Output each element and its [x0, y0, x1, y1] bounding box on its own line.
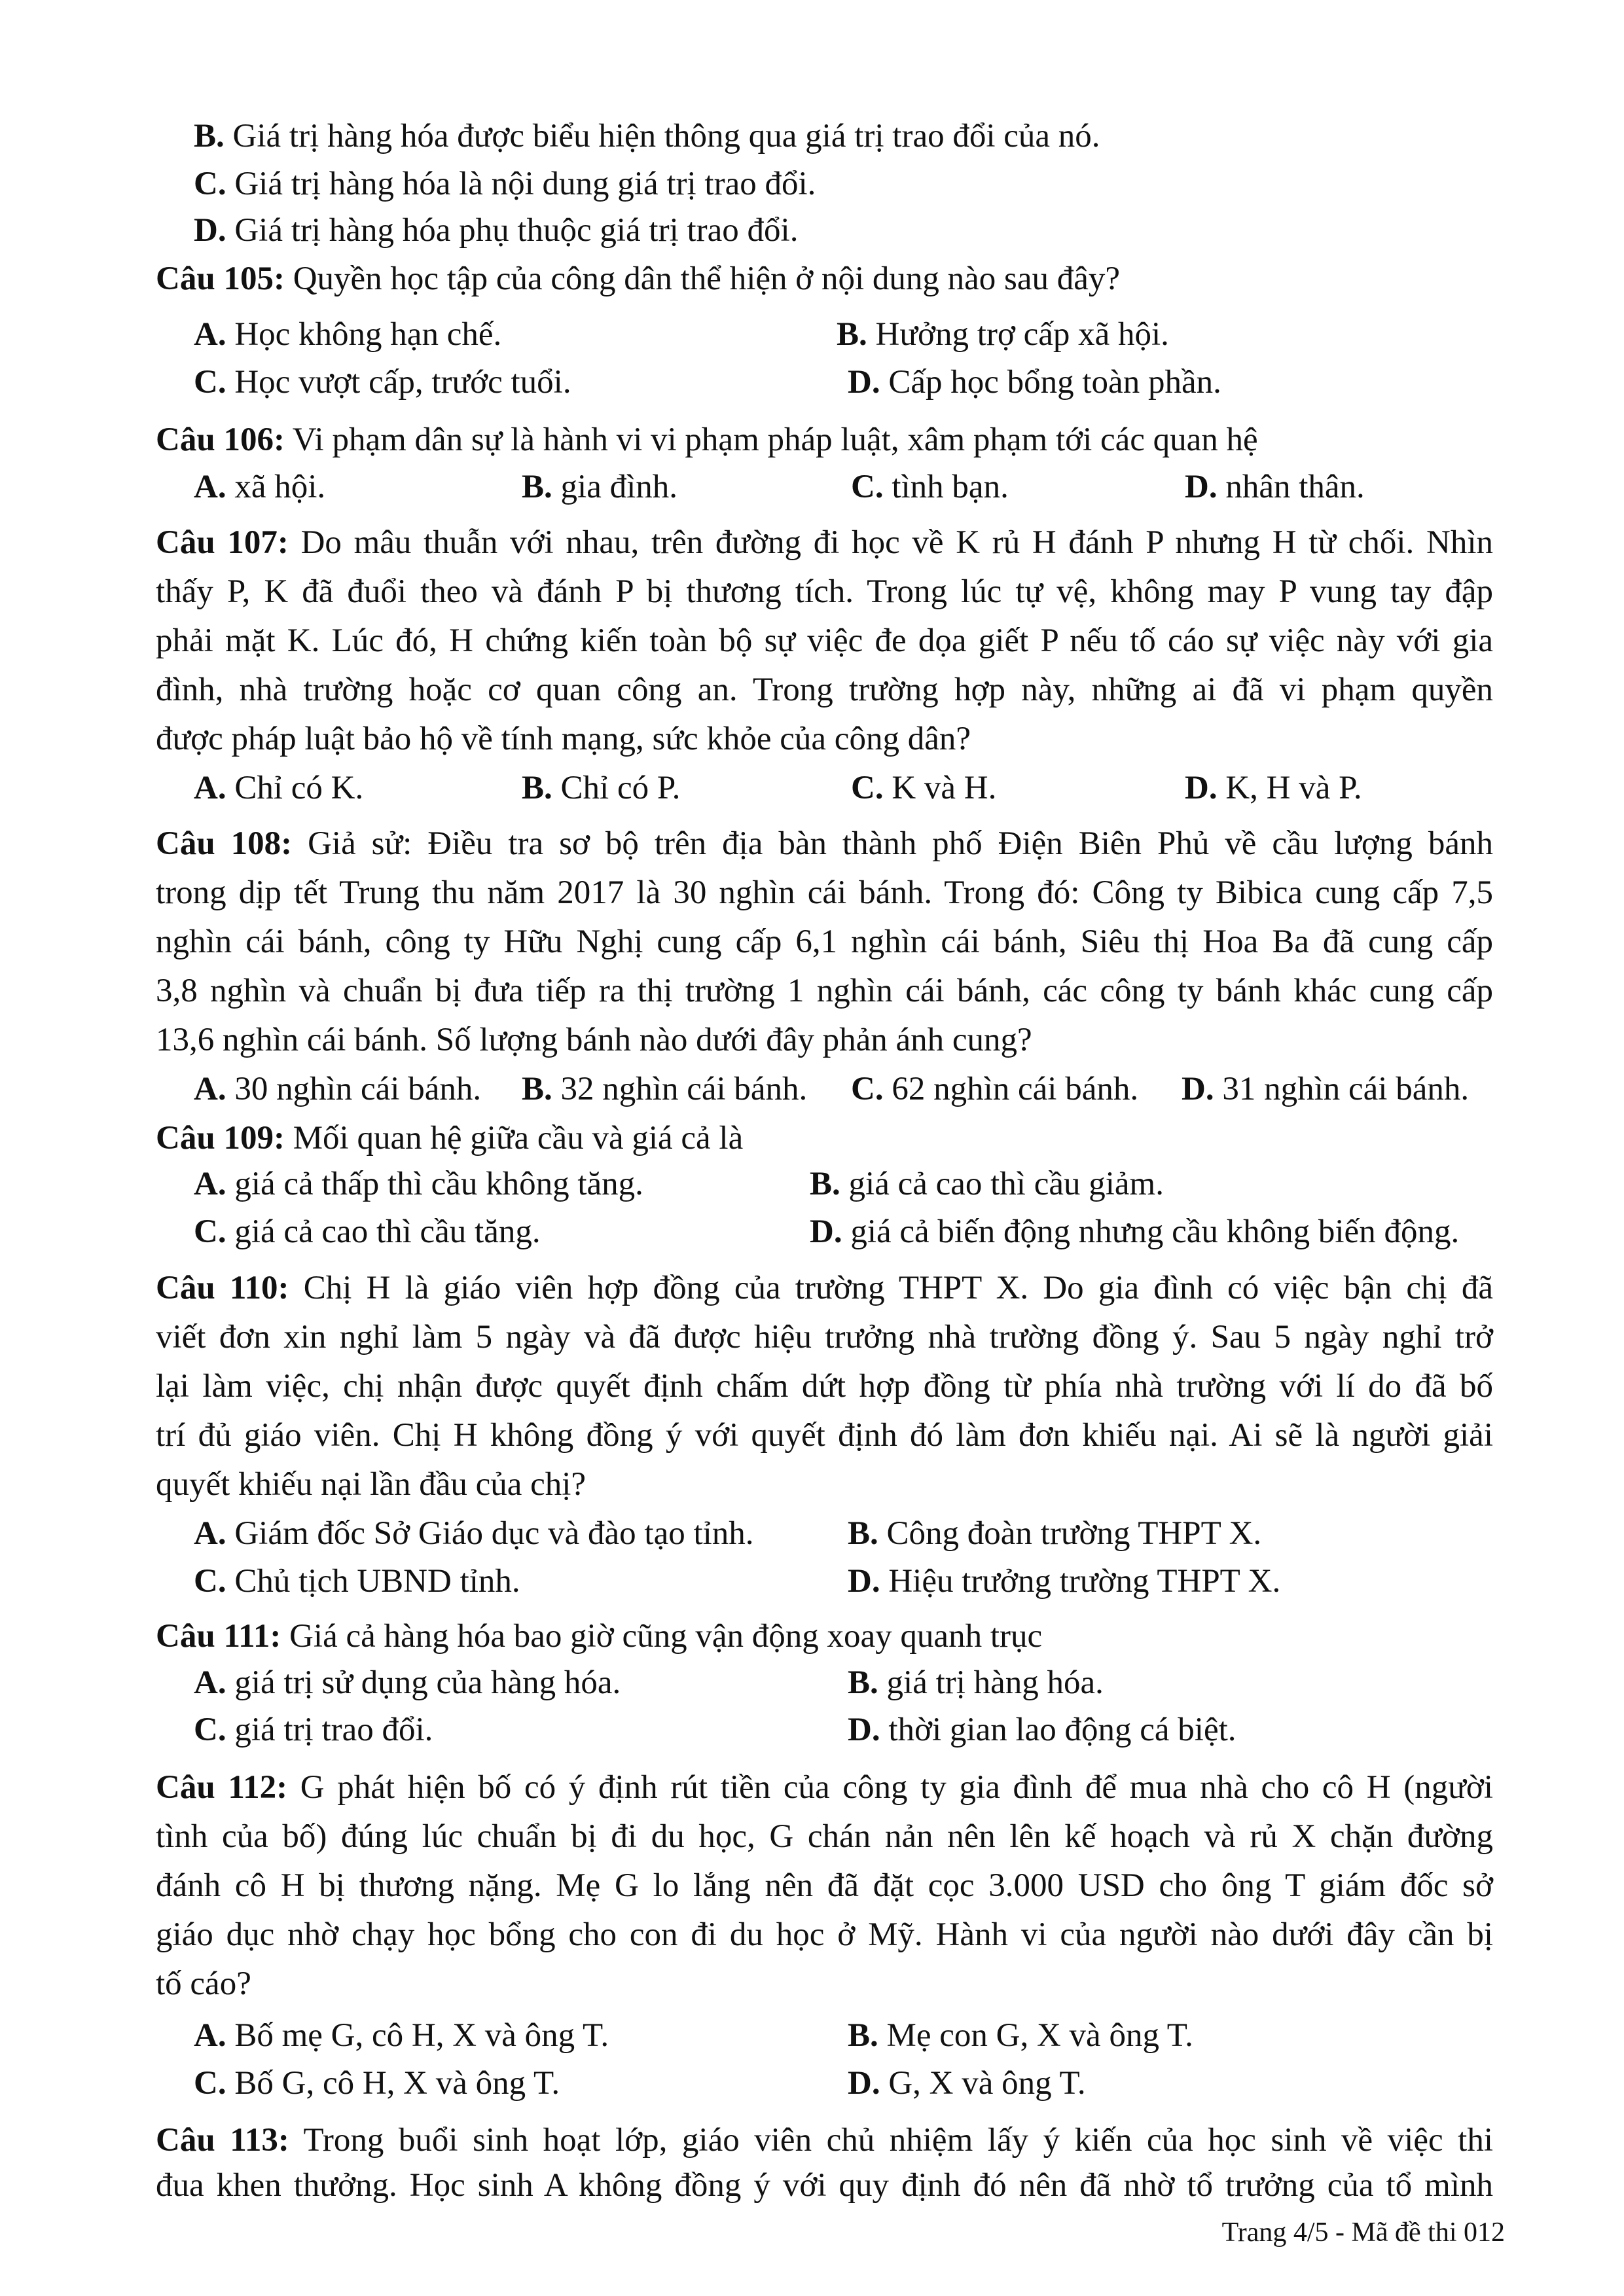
question-label: Câu 113: — [156, 2122, 289, 2159]
option-B: B. giá trị hàng hóa. — [848, 1664, 1104, 1701]
option-A: A. xã hội. — [194, 469, 326, 505]
option-C: C. tình bạn. — [851, 469, 1009, 505]
option-A: A. giá trị sử dụng của hàng hóa. — [194, 1664, 621, 1701]
option-A: A. Chỉ có K. — [194, 770, 364, 806]
question-112-line: giáo dục nhờ chạy học bổng cho con đi du học ở Mỹ. Hành vi của người nào dưới đây cần bị — [156, 1916, 1493, 1953]
question-label: Câu 106: — [156, 422, 285, 458]
question-110-line: viết đơn xin nghỉ làm 5 ngày và đã được hiệu trưởng nhà trường đồng ý. Sau 5 ngày nghỉ trở — [156, 1319, 1493, 1355]
option-C: C. Học vượt cấp, trước tuổi. — [194, 364, 571, 401]
question-label: Câu 110: — [156, 1270, 289, 1306]
question-107-line: phải mặt K. Lúc đó, H chứng kiến toàn bộ sự việc đe dọa giết P nếu tố cáo sự việc này với gia — [156, 622, 1493, 659]
question-110-line: lại làm việc, chị nhận được quyết định chấm dứt hợp đồng từ phía nhà trường với lí do đã bố — [156, 1368, 1493, 1405]
option-D: D. Cấp học bổng toàn phần. — [848, 364, 1221, 401]
option-A: A. giá cả thấp thì cầu không tăng. — [194, 1166, 643, 1202]
option-D: D. thời gian lao động cá biệt. — [848, 1712, 1236, 1748]
option-D: D. 31 nghìn cái bánh. — [1182, 1071, 1470, 1107]
question-113: Câu 113: Trong buổi sinh hoạt lớp, giáo viên chủ nhiệm lấy ý kiến của học sinh về việc thi — [156, 2122, 1493, 2159]
question-label: Câu 107: — [156, 524, 289, 561]
question-112: Câu 112: G phát hiện bố có ý định rút tiền của công ty gia đình để mua nhà cho cô H (người — [156, 1769, 1494, 1806]
option-B: B. Chỉ có P. — [522, 770, 681, 806]
question-108-line: nghìn cái bánh, công ty Hữu Nghị cung cấp 6,1 nghìn cái bánh, Siêu thị Hoa Ba đã cung cấp — [156, 924, 1493, 960]
option-D: D. Hiệu trưởng trường THPT X. — [848, 1563, 1281, 1600]
question-107-line: được pháp luật bảo hộ về tính mạng, sức khỏe của công dân? — [156, 721, 971, 757]
question-108-line: 13,6 nghìn cái bánh. Số lượng bánh nào dưới đây phản ánh cung? — [156, 1022, 1032, 1058]
option-C: C. 62 nghìn cái bánh. — [851, 1071, 1139, 1107]
question-108-line: trong dịp tết Trung thu năm 2017 là 30 nghìn cái bánh. Trong đó: Công ty Bibica cung cấp 7,5 — [156, 874, 1493, 911]
option-C: C. Bố G, cô H, X và ông T. — [194, 2065, 560, 2102]
question-label: Câu 112: — [156, 1769, 288, 1806]
page-footer: Trang 4/5 - Mã đề thi 012 — [1221, 2217, 1505, 2248]
option-A: A. 30 nghìn cái bánh. — [194, 1071, 482, 1107]
option-C: C. giá trị trao đổi. — [194, 1712, 433, 1748]
option-B: B. Hưởng trợ cấp xã hội. — [837, 316, 1169, 353]
option-B: B. Công đoàn trường THPT X. — [848, 1515, 1262, 1552]
question-label: Câu 111: — [156, 1618, 281, 1655]
question-113-line: đua khen thưởng. Học sinh A không đồng ý với quy định đó nên đã nhờ tổ trưởng của tổ mình — [156, 2167, 1493, 2204]
question-105: Câu 105: Quyền học tập của công dân thể hiện ở nội dung nào sau đây? — [156, 260, 1121, 297]
question-107-line: thấy P, K đã đuổi theo và đánh P bị thương tích. Trong lúc tự vệ, không may P vung tay đập — [156, 573, 1493, 610]
option-B: B. giá cả cao thì cầu giảm. — [810, 1166, 1164, 1202]
question-110: Câu 110: Chị H là giáo viên hợp đồng của trường THPT X. Do gia đình có việc bận chị đã — [156, 1270, 1494, 1306]
question-106: Câu 106: Vi phạm dân sự là hành vi vi phạm pháp luật, xâm phạm tới các quan hệ — [156, 422, 1258, 458]
option-A: A. Giám đốc Sở Giáo dục và đào tạo tỉnh. — [194, 1515, 754, 1552]
option-C: C. Giá trị hàng hóa là nội dung giá trị trao đổi. — [194, 166, 816, 202]
question-112-line: tình của bố) đúng lúc chuẩn bị đi du học, G chán nản nên lên kế hoạch và rủ X chặn đường — [156, 1818, 1493, 1855]
question-107-line: đình, nhà trường hoặc cơ quan công an. Trong trường hợp này, những ai đã vi phạm quyền — [156, 672, 1493, 708]
question-108-line: 3,8 nghìn và chuẩn bị đưa tiếp ra thị trường 1 nghìn cái bánh, các công ty bánh khác cung cấp — [156, 973, 1493, 1009]
option-C: C. giá cả cao thì cầu tăng. — [194, 1213, 541, 1250]
option-B: B. gia đình. — [522, 469, 678, 505]
option-C: C. K và H. — [851, 770, 997, 806]
option-D: D. K, H và P. — [1185, 770, 1362, 806]
question-109: Câu 109: Mối quan hệ giữa cầu và giá cả là — [156, 1120, 744, 1157]
option-A: A. Bố mẹ G, cô H, X và ông T. — [194, 2017, 609, 2054]
option-D: D. nhân thân. — [1185, 469, 1365, 505]
option-C: C. Chủ tịch UBND tỉnh. — [194, 1563, 520, 1600]
question-label: Câu 109: — [156, 1120, 285, 1157]
option-A: A. Học không hạn chế. — [194, 316, 502, 353]
question-110-line: trí đủ giáo viên. Chị H không đồng ý với quyết định đó làm đơn khiếu nại. Ai sẽ là người giải — [156, 1417, 1493, 1454]
question-label: Câu 108: — [156, 825, 293, 862]
question-108: Câu 108: Giả sử: Điều tra sơ bộ trên địa bàn thành phố Điện Biên Phủ về cầu lượng bánh — [156, 825, 1493, 862]
option-B: B. Giá trị hàng hóa được biểu hiện thông qua giá trị trao đổi của nó. — [194, 118, 1100, 154]
option-D: D. giá cả biến động nhưng cầu không biến động. — [810, 1213, 1460, 1250]
question-110-line: quyết khiếu nại lần đầu của chị? — [156, 1466, 586, 1503]
question-111: Câu 111: Giá cả hàng hóa bao giờ cũng vận động xoay quanh trục — [156, 1618, 1043, 1655]
question-112-line: đánh cô H bị thương nặng. Mẹ G lo lắng nên đã đặt cọc 3.000 USD cho ông T giám đốc sở — [156, 1867, 1493, 1904]
option-B: B. 32 nghìn cái bánh. — [522, 1071, 808, 1107]
option-B: B. Mẹ con G, X và ông T. — [848, 2017, 1193, 2054]
option-D: D. Giá trị hàng hóa phụ thuộc giá trị trao đổi. — [194, 212, 799, 249]
question-112-line: tố cáo? — [156, 1965, 251, 2002]
option-D: D. G, X và ông T. — [848, 2065, 1086, 2102]
question-label: Câu 105: — [156, 260, 285, 297]
question-107: Câu 107: Do mâu thuẫn với nhau, trên đường đi học về K rủ H đánh P nhưng H từ chối. Nhìn — [156, 524, 1493, 561]
